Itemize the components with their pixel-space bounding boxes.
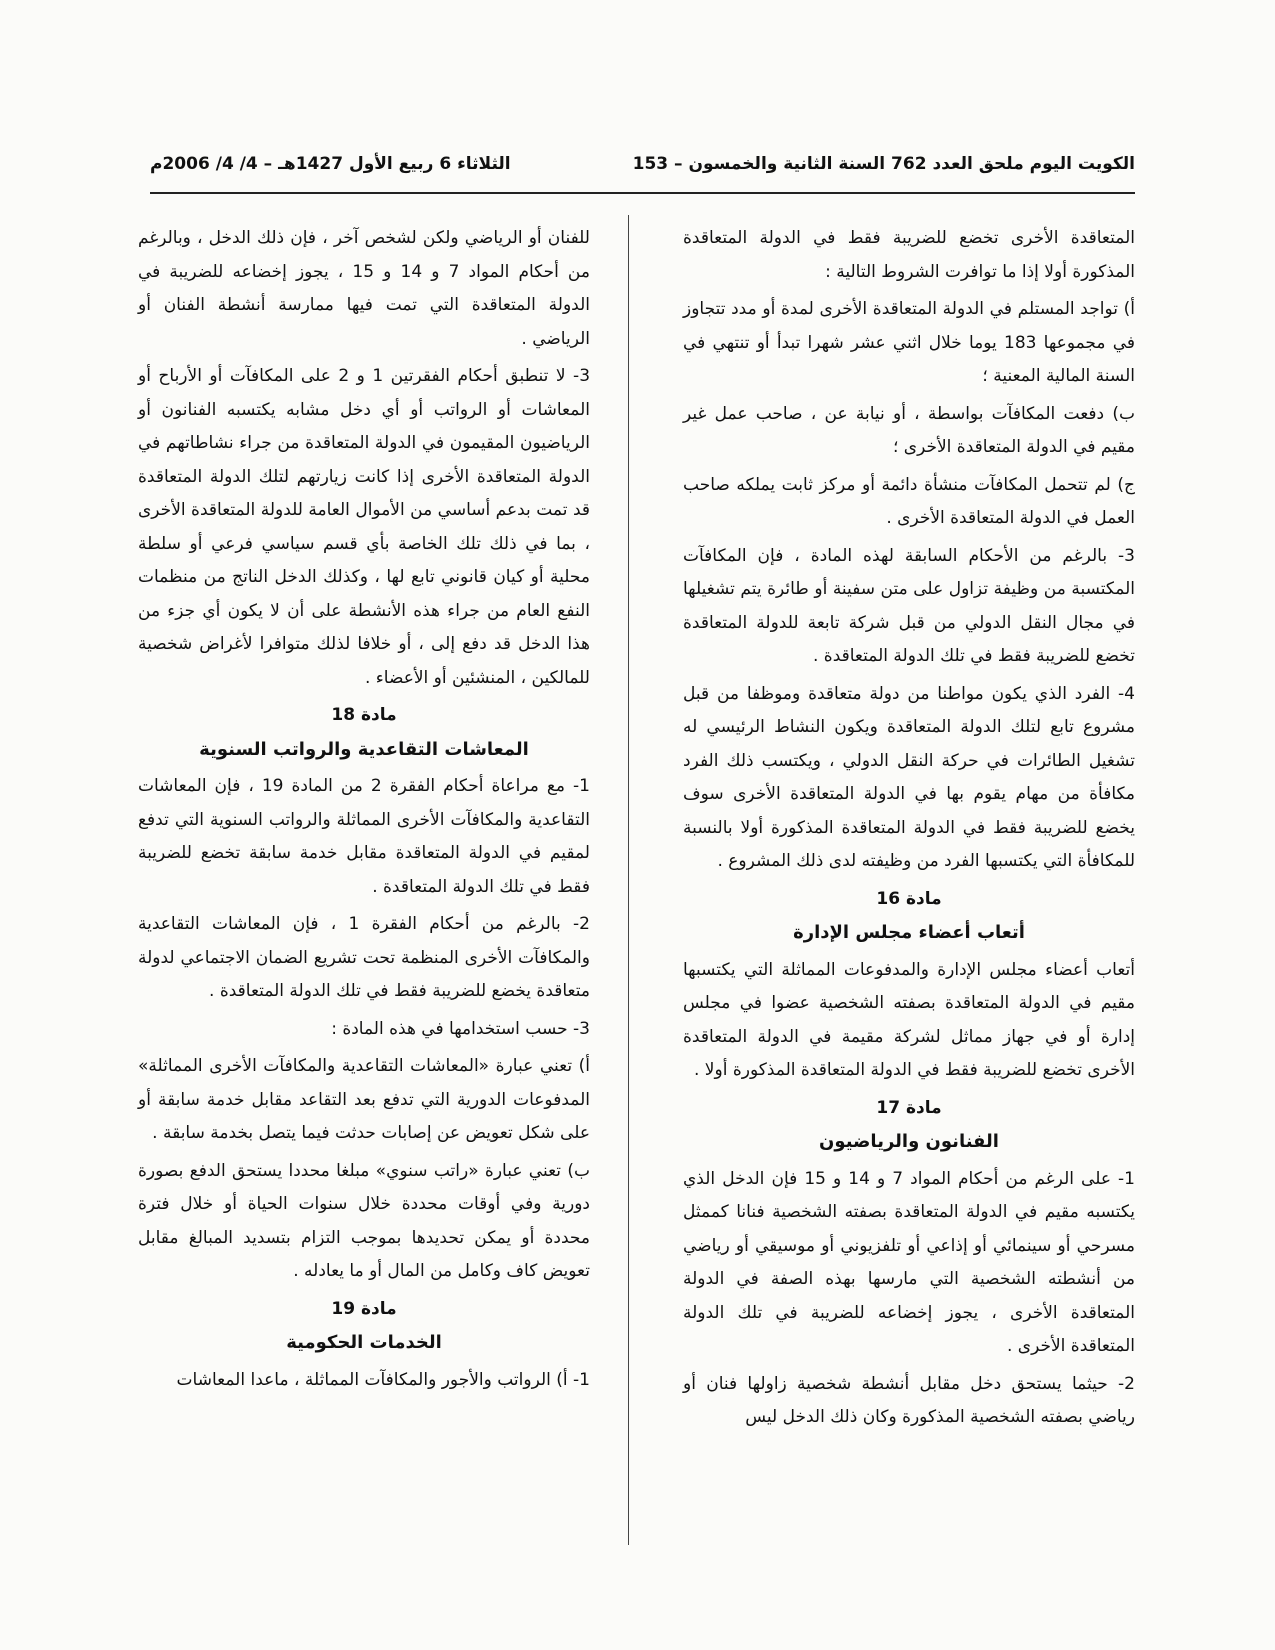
article-title: الخدمات الحكومية: [286, 1332, 442, 1353]
column-divider: [628, 215, 629, 1545]
article-number: مادة 18: [331, 705, 397, 725]
paragraph: 3- حسب استخدامها في هذه المادة :: [331, 1018, 590, 1039]
paragraph: ج) لم تتحمل المكافآت منشأة دائمة أو مركز ثابت يملكه صاحب العمل في الدولة المتعاقدة الأخرى .: [683, 474, 1135, 528]
header-date: الثلاثاء 6 ربيع الأول 1427هـ – 4/ 4/ 2006م: [150, 154, 511, 174]
article-number: مادة 19: [331, 1298, 397, 1319]
header-issue-info: الكويت اليوم ملحق العدد 762 السنة الثانية والخمسون – 153: [632, 154, 1135, 174]
paragraph: 1- مع مراعاة أحكام الفقرة 2 من المادة 19 ، فإن المعاشات التقاعدية والمكافآت الأخرى المماثلة والرواتب السنوية التي تدفع لمقيم في الدولة المتعاقدة مقابل خدمة سابقة تخضع للضريبة فقط في تلك الدولة المتعاقدة .: [138, 776, 590, 897]
right-column: [683, 222, 1135, 1439]
paragraph: 1- أ) الرواتب والأجور والمكافآت المماثلة ، ماعدا المعاشات: [176, 1369, 590, 1390]
article-number: مادة 16: [876, 888, 942, 909]
left-column: [138, 222, 590, 1401]
article-title: المعاشات التقاعدية والرواتب السنوية: [199, 738, 529, 760]
paragraph: 2- حيثما يستحق دخل مقابل أنشطة شخصية زاولها فنان أو رياضي بصفته الشخصية المذكورة وكان ذلك الدخل ليس: [683, 1373, 1135, 1427]
paragraph: ب) دفعت المكافآت بواسطة ، أو نيابة عن ، صاحب عمل غير مقيم في الدولة المتعاقدة الأخرى ؛: [683, 403, 1135, 457]
paragraph: ب) تعني عبارة «راتب سنوي» مبلغا محددا يستحق الدفع بصورة دورية وفي أوقات محددة خلال سنوات الحياة أو خلال فترة محددة أو يمكن تحديدها بموجب التزام بتسديد المبالغ مقابل تعويض كاف وكامل من المال أو ما يعادله .: [138, 1160, 590, 1281]
paragraph: أ) تعني عبارة «المعاشات التقاعدية والمكافآت الأخرى المماثلة» المدفوعات الدورية التي تدفع بعد التقاعد مقابل خدمة سابقة أو على شكل تعويض عن إصابات حدثت فيما يتصل بخدمة سابقة .: [138, 1056, 590, 1143]
paragraph: 3- بالرغم من الأحكام السابقة لهذه المادة ، فإن المكافآت المكتسبة من وظيفة تزاول على متن سفينة أو طائرة يتم تشغيلها في مجال النقل الدولي من قبل شركة تابعة للدولة المتعاقدة تخضع للضريبة فقط في تلك الدولة المتعاقدة .: [683, 545, 1135, 666]
article-number: مادة 17: [876, 1097, 942, 1118]
page-header: [150, 150, 1135, 194]
article-title: الفنانون والرياضيون: [819, 1131, 999, 1152]
paragraph: 2- بالرغم من أحكام الفقرة 1 ، فإن المعاشات التقاعدية والمكافآت الأخرى المنظمة تحت تشريع الضمان الاجتماعي لدولة متعاقدة يخضع للضريبة فقط في تلك الدولة المتعاقدة .: [138, 914, 590, 1001]
paragraph: المتعاقدة الأخرى تخضع للضريبة فقط في الدولة المتعاقدة المذكورة أولا إذا ما توافرت الشروط التالية :: [683, 228, 1135, 282]
paragraph: 1- على الرغم من أحكام المواد 7 و 14 و 15 فإن الدخل الذي يكتسبه مقيم في الدولة المتعاقدة بصفته الشخصية فنانا كممثل مسرحي أو سينمائي أو إذاعي أو تلفزيوني أو موسيقي أو رياضي من أنشطته الشخصية التي مارسها بهذه الصفة في الدولة المتعاقدة الأخرى ، يجوز إخضاعه للضريبة في تلك الدولة المتعاقدة الأخرى .: [683, 1168, 1135, 1356]
article-title: أتعاب أعضاء مجلس الإدارة: [793, 922, 1025, 943]
paragraph: أ) تواجد المستلم في الدولة المتعاقدة الأخرى لمدة أو مدد تتجاوز في مجموعها 183 يوما خلال اثني عشر شهرا تبدأ أو تنتهي في السنة المالية المعنية ؛: [683, 299, 1136, 386]
paragraph: للفنان أو الرياضي ولكن لشخص آخر ، فإن ذلك الدخل ، وبالرغم من أحكام المواد 7 و 14 و 15 ، يجوز إخضاعه للضريبة في الدولة المتعاقدة التي تمت فيها ممارسة أنشطة الفنان أو الرياضي .: [138, 228, 590, 349]
paragraph: 4- الفرد الذي يكون مواطنا من دولة متعاقدة وموظفا من قبل مشروع تابع لتلك الدولة المتعاقدة ويكون النشاط الرئيسي له تشغيل الطائرات في حركة النقل الدولي ، ويكتسب ذلك الفرد مكافأة من مهام يقوم بها في الدولة المتعاقدة الأخرى سوف يخضع للضريبة فقط في الدولة المتعاقدة المذكورة أولا بالنسبة للمكافأة التي يكتسبها الفرد من وظيفته لدى ذلك المشروع .: [683, 683, 1135, 871]
paragraph: أتعاب أعضاء مجلس الإدارة والمدفوعات المماثلة التي يكتسبها مقيم في الدولة المتعاقدة بصفته الشخصية عضوا في مجلس إدارة أو في جهاز مماثل لشركة مقيمة في الدولة المتعاقدة الأخرى تخضع للضريبة فقط في الدولة المتعاقدة المذكورة أولا .: [683, 959, 1135, 1080]
paragraph: 3- لا تنطبق أحكام الفقرتين 1 و 2 على المكافآت أو الأرباح أو المعاشات أو الرواتب أو أي دخل مشابه يكتسبه الفنانون أو الرياضيون المقيمون في الدولة المتعاقدة من جراء نشاطاتهم في الدولة المتعاقدة الأخرى إذا كانت زيارتهم لتلك الدولة المتعاقدة قد تمت بدعم أساسي من الأموال العامة للدولة المتعاقدة الأخرى ، بما في ذلك تلك الخاصة بأي قسم سياسي فرعي أو سلطة محلية أو كيان قانوني تابع لها ، وكذلك الدخل الناتج من منظمات النفع العام من جراء هذه الأنشطة على أن لا يكون أي جزء من هذا الدخل قد دفع إلى ، أو خلافا لذلك متوافرا لأغراض شخصية للمالكين ، المنشئين أو الأعضاء .: [138, 366, 591, 688]
